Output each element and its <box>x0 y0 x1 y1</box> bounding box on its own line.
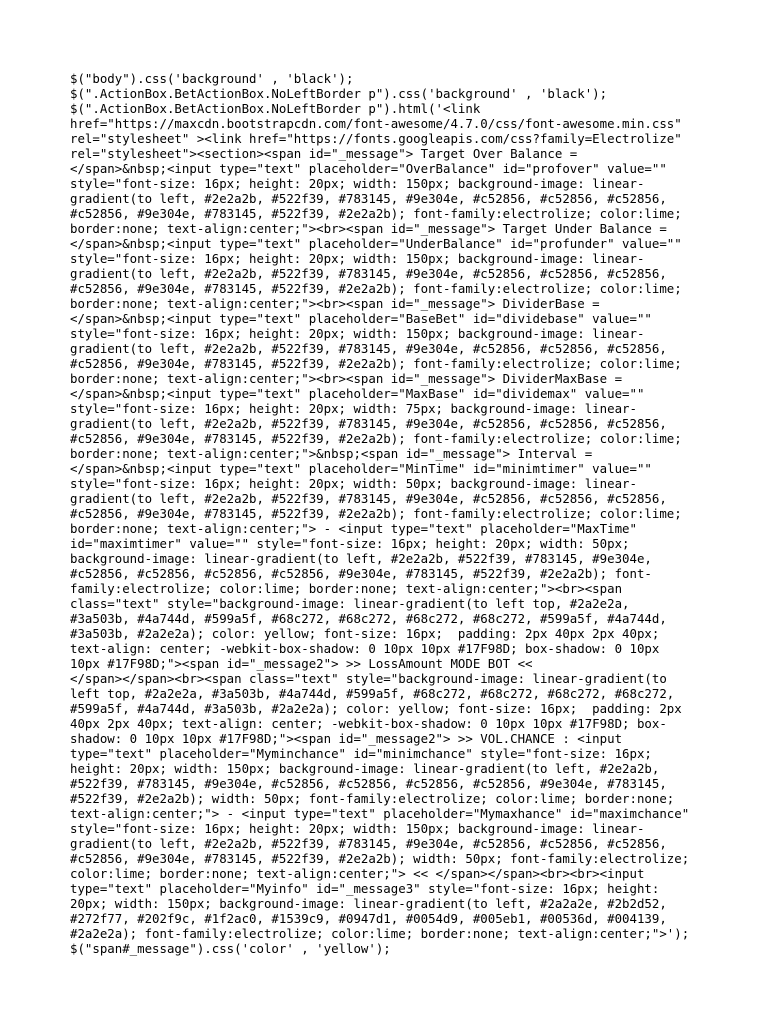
code-line: #c52856, #9e304e, #783145, #522f39, #2e2a2b); font-family:electrolize; color:lime; <box>70 431 682 446</box>
code-line: #3a503b, #2a2e2a); color: yellow; font-size: 16px; padding: 2px 40px 2px 40px; <box>70 626 660 641</box>
code-document <box>70 71 710 956</box>
code-line: $("span#_message").css('color' , 'yellow'); <box>70 941 391 956</box>
code-line: 20px; width: 150px; background-image: linear-gradient(to left, #2a2a2e, #2b2d52, <box>70 896 667 911</box>
code-line: type="text" placeholder="Myminchance" id="minimchance" style="font-size: 16px; <box>70 746 652 761</box>
code-line: text-align:center;"> - <input type="text" placeholder="Mymaxhance" id="maximchance" <box>70 806 690 821</box>
code-line: $("body").css('background' , 'black'); <box>70 71 354 86</box>
code-line: rel="stylesheet" ><link href="https://fonts.googleapis.com/css?family=Electrolize" <box>70 131 682 146</box>
code-line: #2a2e2a); font-family:electrolize; color:lime; border:none; text-align:center;">'); <box>70 926 690 941</box>
code-line: height: 20px; width: 150px; background-image: linear-gradient(to left, #2e2a2b, <box>70 761 660 776</box>
code-line: gradient(to left, #2e2a2b, #522f39, #783145, #9e304e, #c52856, #c52856, #c52856, <box>70 836 667 851</box>
code-line: border:none; text-align:center;"><br><span id="_message"> Target Under Balance = <box>70 221 667 236</box>
code-line: background-image: linear-gradient(to left, #2e2a2b, #522f39, #783145, #9e304e, <box>70 551 652 566</box>
code-line: </span></span><br><span class="text" style="background-image: linear-gradient(to <box>70 671 667 686</box>
code-line: left top, #2a2e2a, #3a503b, #4a744d, #599a5f, #68c272, #68c272, #68c272, #68c272, <box>70 686 675 701</box>
code-line: #c52856, #9e304e, #783145, #522f39, #2e2a2b); font-family:electrolize; color:lime; <box>70 506 682 521</box>
code-line: </span>&nbsp;<input type="text" placeholder="MinTime" id="minimtimer" value="" <box>70 461 652 476</box>
code-line: </span>&nbsp;<input type="text" placeholder="BaseBet" id="dividebase" value="" <box>70 311 652 326</box>
code-line: href="https://maxcdn.bootstrapcdn.com/font-awesome/4.7.0/css/font-awesome.min.css" <box>70 116 682 131</box>
code-line: #522f39, #783145, #9e304e, #c52856, #c52856, #c52856, #c52856, #9e304e, #783145, <box>70 776 667 791</box>
code-line: border:none; text-align:center;">&nbsp;<span id="_message"> Interval = <box>70 446 593 461</box>
code-line: style="font-size: 16px; height: 20px; width: 50px; background-image: linear- <box>70 476 637 491</box>
code-line: rel="stylesheet"><section><span id="_message"> Target Over Balance = <box>70 146 578 161</box>
code-line: style="font-size: 16px; height: 20px; width: 150px; background-image: linear- <box>70 176 645 191</box>
code-line: gradient(to left, #2e2a2b, #522f39, #783145, #9e304e, #c52856, #c52856, #c52856, <box>70 341 667 356</box>
code-line: 40px 2px 40px; text-align: center; -webkit-box-shadow: 0 10px 10px #17F98D; box- <box>70 716 667 731</box>
code-line: gradient(to left, #2e2a2b, #522f39, #783145, #9e304e, #c52856, #c52856, #c52856, <box>70 191 667 206</box>
code-line: </span>&nbsp;<input type="text" placeholder="UnderBalance" id="profunder" value="" <box>70 236 682 251</box>
code-line: border:none; text-align:center;"><br><span id="_message"> DividerMaxBase = <box>70 371 623 386</box>
code-line: type="text" placeholder="Myinfo" id="_message3" style="font-size: 16px; height: <box>70 881 660 896</box>
code-line: color:lime; border:none; text-align:center;"> << </span></span><br><br><input <box>70 866 645 881</box>
code-line: border:none; text-align:center;"><br><span id="_message"> DividerBase = <box>70 296 600 311</box>
code-line: style="font-size: 16px; height: 20px; width: 150px; background-image: linear- <box>70 251 645 266</box>
code-line: $(".ActionBox.BetActionBox.NoLeftBorder p").html('<link <box>70 101 481 116</box>
code-line: #3a503b, #4a744d, #599a5f, #68c272, #68c272, #68c272, #68c272, #599a5f, #4a744d, <box>70 611 667 626</box>
code-line: gradient(to left, #2e2a2b, #522f39, #783145, #9e304e, #c52856, #c52856, #c52856, <box>70 491 667 506</box>
code-line: #599a5f, #4a744d, #3a503b, #2a2e2a); color: yellow; font-size: 16px; padding: 2px <box>70 701 682 716</box>
code-line: #522f39, #2e2a2b); width: 50px; font-family:electrolize; color:lime; border:none; <box>70 791 675 806</box>
code-line: gradient(to left, #2e2a2b, #522f39, #783145, #9e304e, #c52856, #c52856, #c52856, <box>70 266 667 281</box>
code-line: #272f77, #202f9c, #1f2ac0, #1539c9, #0947d1, #0054d9, #005eb1, #00536d, #004139, <box>70 911 667 926</box>
code-line: shadow: 0 10px 10px #17F98D;"><span id="_message2"> >> VOL.CHANCE : <input <box>70 731 623 746</box>
code-line: border:none; text-align:center;"> - <input type="text" placeholder="MaxTime" <box>70 521 637 536</box>
code-line: #c52856, #9e304e, #783145, #522f39, #2e2a2b); width: 50px; font-family:electrolize; <box>70 851 690 866</box>
code-line: #c52856, #9e304e, #783145, #522f39, #2e2a2b); font-family:electrolize; color:lime; <box>70 206 682 221</box>
code-line: </span>&nbsp;<input type="text" placeholder="OverBalance" id="profover" value="" <box>70 161 667 176</box>
code-line: class="text" style="background-image: linear-gradient(to left top, #2a2e2a, <box>70 596 630 611</box>
code-line: 10px #17F98D;"><span id="_message2"> >> LossAmount MODE BOT << <box>70 656 533 671</box>
code-line: style="font-size: 16px; height: 20px; width: 150px; background-image: linear- <box>70 326 645 341</box>
code-line: $(".ActionBox.BetActionBox.NoLeftBorder p").css('background' , 'black'); <box>70 86 608 101</box>
code-line: family:electrolize; color:lime; border:none; text-align:center;"><br><span <box>70 581 623 596</box>
code-line: gradient(to left, #2e2a2b, #522f39, #783145, #9e304e, #c52856, #c52856, #c52856, <box>70 416 667 431</box>
code-line: id="maximtimer" value="" style="font-size: 16px; height: 20px; width: 50px; <box>70 536 630 551</box>
code-line: style="font-size: 16px; height: 20px; width: 150px; background-image: linear- <box>70 821 645 836</box>
code-line: #c52856, #c52856, #c52856, #c52856, #9e304e, #783145, #522f39, #2e2a2b); font- <box>70 566 652 581</box>
code-line: #c52856, #9e304e, #783145, #522f39, #2e2a2b); font-family:electrolize; color:lime; <box>70 356 682 371</box>
code-line: style="font-size: 16px; height: 20px; width: 75px; background-image: linear- <box>70 401 637 416</box>
code-line: #c52856, #9e304e, #783145, #522f39, #2e2a2b); font-family:electrolize; color:lime; <box>70 281 682 296</box>
code-line: text-align: center; -webkit-box-shadow: 0 10px 10px #17F98D; box-shadow: 0 10px <box>70 641 660 656</box>
code-line: </span>&nbsp;<input type="text" placeholder="MaxBase" id="dividemax" value="" <box>70 386 645 401</box>
